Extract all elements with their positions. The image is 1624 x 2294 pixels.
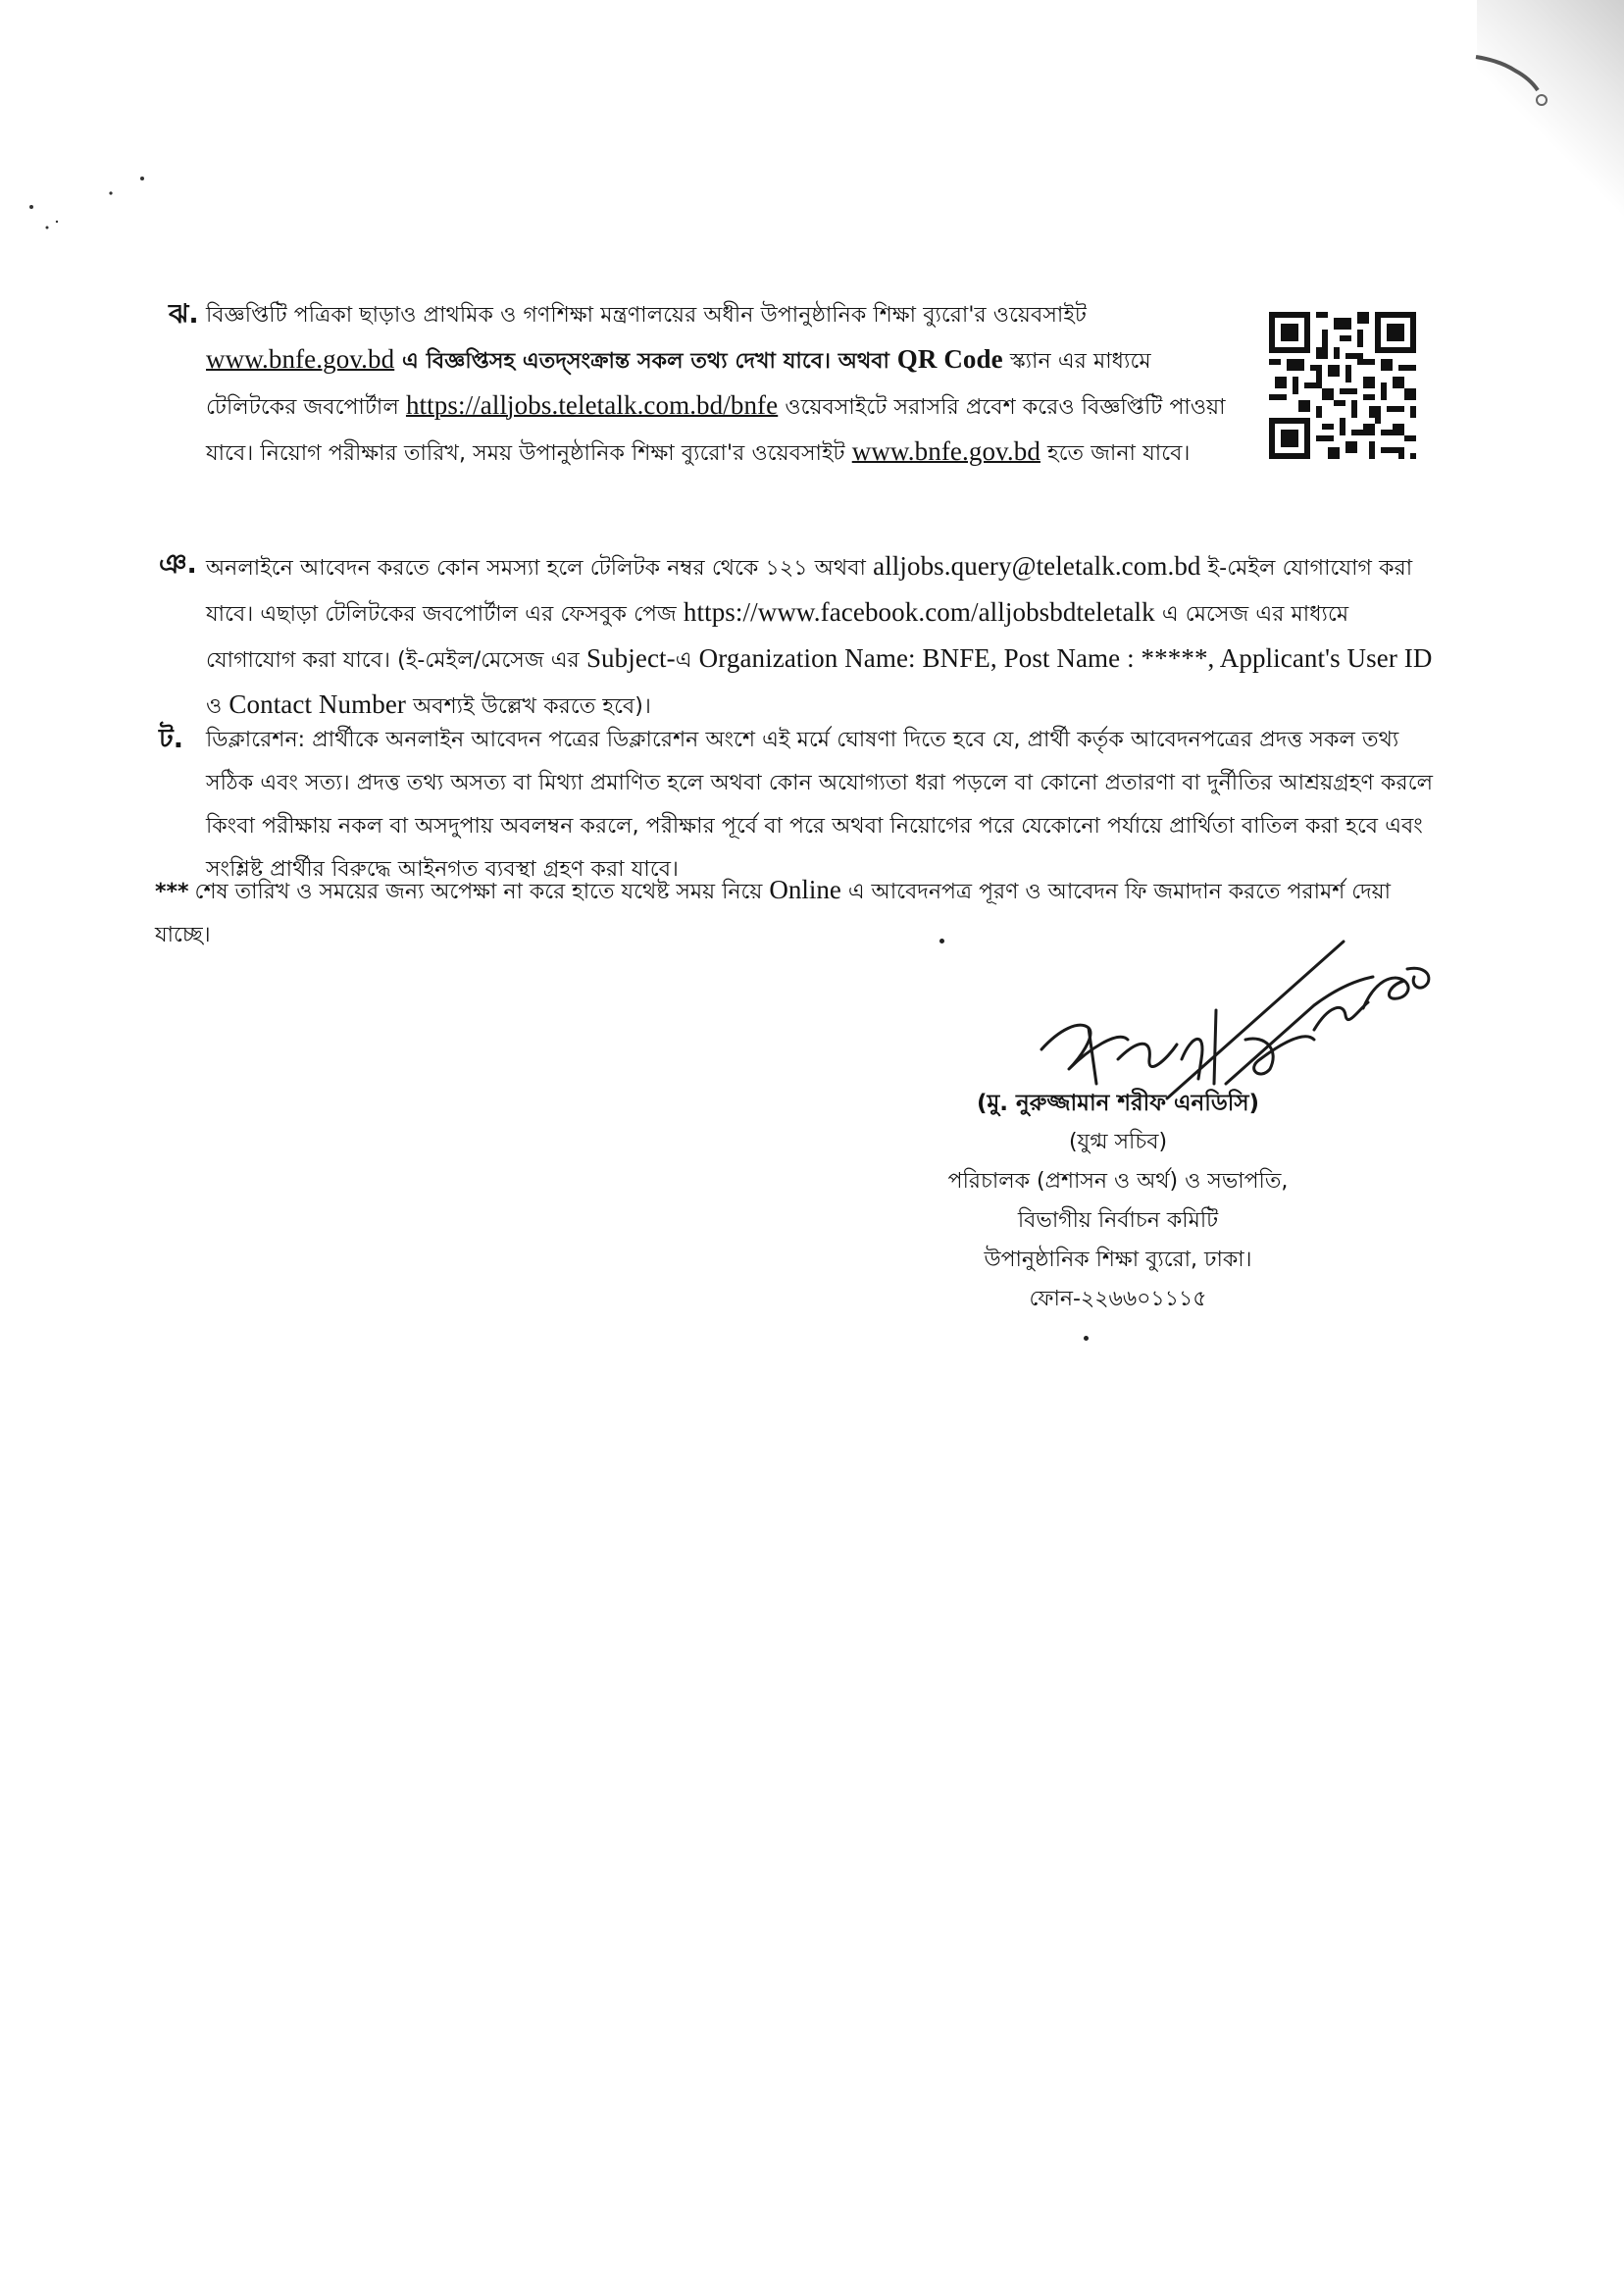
qr-code — [1268, 312, 1417, 459]
text-segment: হতে জানা যাবে। — [1040, 441, 1191, 466]
text-segment: https://www.facebook.com/alljobsbdteletalk — [683, 597, 1155, 627]
signatory-committee: বিভাগীয় নির্বাচন কমিটি — [1017, 1208, 1219, 1233]
item-text — [206, 294, 1236, 476]
text-segment: Subject- — [585, 643, 676, 673]
signatory-designation: (যুগ্ম সচিব) — [1068, 1130, 1168, 1154]
text-segment: Organization Name: BNFE, Post Name : *****, Applicant's User ID — [698, 643, 1433, 673]
item-text — [206, 719, 1442, 892]
text-segment: Online — [769, 875, 841, 904]
handwritten-signature — [1020, 912, 1451, 1108]
scan-specks — [0, 0, 1624, 294]
text-segment: এ — [675, 648, 699, 673]
text-segment: ই-মেইল যোগাযোগ করা যাবে। এছাড়া টেলিটকের জবপোর্টাল এর ফেসবুক পেজ — [206, 556, 1413, 627]
text-segment: এ বিজ্ঞপ্তিসহ এতদ্‌সংক্রান্ত সকল তথ্য দেখা যাবে। অথবা — [394, 349, 897, 374]
signatory-office: উপানুষ্ঠানিক শিক্ষা ব্যুরো, ঢাকা। — [984, 1248, 1252, 1272]
text-segment: alljobs.query@teletalk.com.bd — [873, 551, 1201, 581]
scan-dot — [1084, 1336, 1089, 1341]
text-segment: Contact Number — [228, 689, 406, 719]
text-segment: শেষ তারিখ ও সময়ের জন্য অপেক্ষা না করে হাতে যথেষ্ট সময় নিয়ে — [194, 880, 770, 904]
text-segment: এ আবেদনপত্র পূরণ ও আবেদন ফি জমাদান করতে পরামর্শ দেয়া যাচ্ছে। — [155, 880, 1392, 947]
item-text — [206, 544, 1442, 729]
text-segment: ওয়েবসাইটে সরাসরি প্রবেশ করেও বিজ্ঞপ্তিটি পাওয়া যাবে। নিয়োগ পরীক্ষার তারিখ, সময় উপানুষ্ঠানিক শিক্ষা ব্যুরো'র ওয়েবসাইট — [206, 395, 1226, 466]
text-segment: অনলাইনে আবেদন করতে কোন সমস্যা হলে টেলিটক নম্বর থেকে ১২১ অথবা — [206, 556, 874, 581]
text-segment: স্ক্যান এর মাধ্যমে টেলিটকের জবপোর্টাল — [206, 349, 1151, 420]
text-segment: ডিক্লারেশন: প্রার্থীকে অনলাইন আবেদন পত্রের ডিক্লারেশন অংশে এই মর্মে ঘোষণা দিতে হবে যে, প্রার্থী কর্তৃক আবেদনপত্রের প্রদত্ত সকল তথ্য সঠিক এবং সত্য। প্রদত্ত তথ্য অসত্য বা মিথ্যা প্রমাণিত হলে অথবা কোন অযোগ্যতা ধরা পড়লে বা কোনো প্রতারণা বা দুর্নীতির আশ্রয়গ্রহণ করলে কিংবা পরীক্ষায় নকল বা অসদুপায় অবলম্বন করলে, পরীক্ষার পূর্বে বা পরে অথবা নিয়োগের পরে যেকোনো পর্যায়ে প্রার্থিতা বাতিল করা হবে এবং সংশ্লিষ্ট প্রার্থীর বিরুদ্ধে আইনগত ব্যবস্থা গ্রহণ করা যাবে। — [206, 728, 1434, 882]
signatory-name: (মু. নুরুজ্জামান শরীফ এনডিসি) — [976, 1091, 1260, 1116]
text-segment: QR Code — [896, 344, 1003, 374]
text-segment: বিজ্ঞপ্তিটি পত্রিকা ছাড়াও প্রাথমিক ও গণশিক্ষা মন্ত্রণালয়ের অধীন উপানুষ্ঠানিক শিক্ষা ব্যুরো'র ওয়েবসাইট — [206, 303, 1087, 328]
note-stars: *** — [155, 880, 189, 904]
scan-dot — [939, 939, 944, 943]
item-marker: ট. — [159, 724, 183, 754]
signatory-phone: ফোন-২২৬৬০১১১৫ — [1029, 1287, 1207, 1311]
text-segment: অবশ্যই উল্লেখ করতে হবে)। — [406, 694, 651, 719]
text-segment: www.bnfe.gov.bd — [851, 436, 1040, 466]
signatory-role: পরিচালক (প্রশাসন ও অর্থ) ও সভাপতি, — [947, 1169, 1289, 1194]
signature-block — [883, 1084, 1353, 1319]
text-segment: https://alljobs.teletalk.com.bd/bnfe — [405, 390, 779, 420]
text-segment: ও — [206, 694, 229, 719]
item-marker: ঞ. — [159, 549, 197, 580]
text-segment: www.bnfe.gov.bd — [206, 344, 395, 374]
item-marker: ঝ. — [169, 299, 199, 330]
text-segment: এ মেসেজ এর মাধ্যমে যোগাযোগ করা যাবে। (ই-মেইল/মেসেজ এর — [206, 602, 1349, 673]
